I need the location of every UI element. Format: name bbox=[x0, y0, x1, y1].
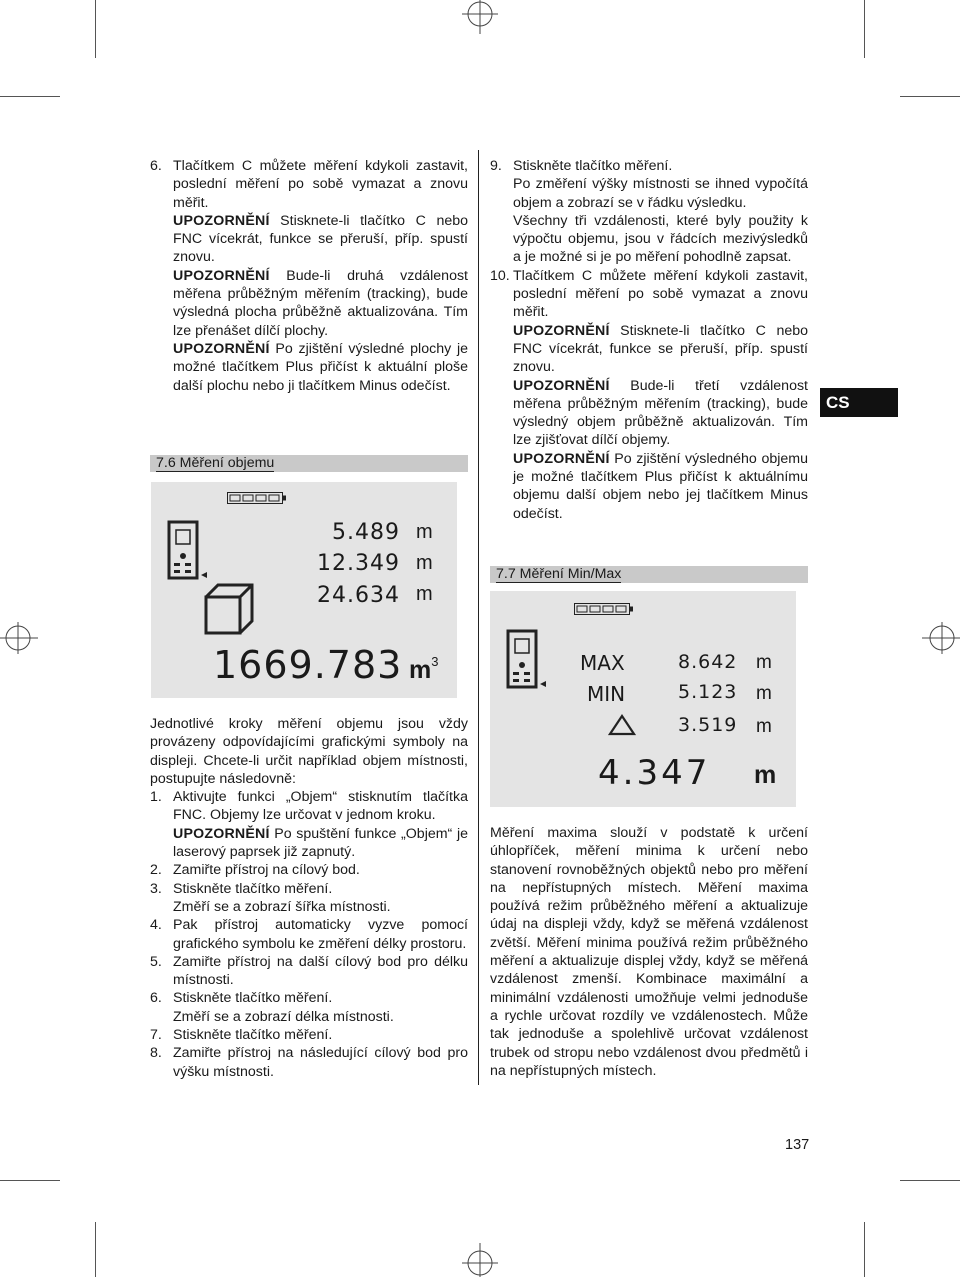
distance-unit-1: m bbox=[416, 521, 433, 543]
left-column-bottom bbox=[150, 715, 468, 1081]
section-heading-text: 7.6 Měření objemu bbox=[156, 455, 275, 471]
note-paragraph bbox=[513, 377, 808, 450]
note-text: Stisknete-li tlačítko C nebo FNC vícekrát, funkce se přeruší, příp. spustí znovu. bbox=[173, 212, 468, 266]
battery-icon bbox=[227, 492, 287, 504]
left-column-top bbox=[150, 157, 468, 395]
list-item bbox=[490, 267, 808, 322]
min-value: 5.123 bbox=[678, 681, 738, 703]
item-number: 10. bbox=[490, 267, 510, 284]
item-text: Pak přístroj automaticky vyzve pomocí grafického symbolu ke změření délky prostoru. bbox=[173, 917, 468, 952]
device-icon bbox=[506, 629, 548, 693]
list-item bbox=[150, 989, 468, 1007]
distance-value-1: 5.489 bbox=[332, 520, 400, 545]
section-heading bbox=[150, 455, 468, 472]
note-item bbox=[490, 322, 808, 377]
note-paragraph bbox=[173, 825, 468, 862]
list-item bbox=[150, 1044, 468, 1081]
note-text: Bude-li druhá vzdálenost měřena průběžným měřením (tracking), bude výsledná plocha průběžně aktualizována. Tím lze přenášet dílčí plochy. bbox=[173, 267, 468, 339]
item-text: Zamiřte přístroj na další cílový bod pro délku místnosti. bbox=[173, 953, 468, 989]
minmax-result-unit: m bbox=[754, 761, 777, 789]
crop-mark bbox=[95, 0, 96, 58]
device-icon bbox=[167, 520, 209, 584]
crop-mark bbox=[900, 96, 960, 97]
note-item bbox=[490, 450, 808, 523]
item-number: 9. bbox=[490, 158, 502, 174]
item-text: Zamiřte přístroj na cílový bod. bbox=[173, 862, 360, 879]
item-text: Aktivujte funkci „Objem“ stisknutím tlačítka FNC. Objemy lze určovat v jednom kroku. bbox=[173, 789, 468, 824]
column-divider bbox=[478, 150, 479, 1085]
list-item bbox=[150, 1026, 468, 1044]
note-item bbox=[150, 212, 468, 267]
note-paragraph bbox=[173, 340, 468, 395]
item-number: 8. bbox=[150, 1045, 162, 1062]
registration-mark-icon bbox=[0, 618, 40, 658]
crop-mark bbox=[900, 1180, 960, 1181]
distance-value-2: 12.349 bbox=[317, 551, 400, 576]
note-label: UPOZORNĚNÍ bbox=[173, 825, 270, 842]
item-number: 2. bbox=[150, 862, 162, 879]
battery-icon bbox=[574, 603, 634, 615]
max-value: 8.642 bbox=[678, 651, 738, 673]
list-item bbox=[150, 898, 468, 916]
distance-unit-3: m bbox=[416, 583, 433, 605]
item-text: Všechny tři vzdálenosti, které byly použity k výpočtu objemu, jsou v řádcích mezivýsledků a je možné si je po měření pohodlně zapsat. bbox=[513, 212, 808, 266]
note-paragraph bbox=[513, 322, 808, 377]
list-item bbox=[150, 953, 468, 990]
delta-unit: m bbox=[756, 716, 772, 737]
note-text: Po zjištění výsledné plochy je možné tlačítkem Plus přičíst k aktuální ploše další plochu nebo ji tlačítkem Minus odečíst. bbox=[173, 340, 468, 394]
right-column-top bbox=[490, 157, 808, 523]
volume-display bbox=[151, 482, 457, 698]
delta-icon bbox=[608, 714, 636, 736]
list-item bbox=[150, 880, 468, 898]
minmax-paragraph: Měření maxima slouží v podstatě k určení úhlopříček, měření minima k určení nebo stanovení rovnoběžných objektů nebo pro měření na nepřístupných místech. Měření maxima používá režim průběžného měření a aktualizuje údaj na displeji vždy, když se měřená vzdálenost zvětší. Měření minima používá režim průběžného měření a aktualizuje displej vždy, když se měřená vzdálenost zmenší. Kombinace maximální a minimální vzdálenosti umožňuje velmi jednoduše a rychle určovat rozdíly ve vzdálenostech. Může tak jednoduše a spolehlivě určovat vzdálenost trubek od stropu nebo vzdálenost dvou předmětů i na nepřístupných místech. bbox=[490, 825, 808, 1079]
min-unit: m bbox=[756, 683, 772, 704]
registration-mark-icon bbox=[920, 618, 960, 658]
distance-value-3: 24.634 bbox=[317, 583, 400, 608]
note-text: Po spuštění funkce „Objem“ je laserový paprsek již zapnutý. bbox=[173, 825, 468, 861]
delta-value: 3.519 bbox=[678, 714, 738, 736]
list-item bbox=[490, 212, 808, 267]
result-unit-exponent: 3 bbox=[431, 654, 439, 669]
list-item bbox=[150, 157, 468, 212]
list-item bbox=[150, 1008, 468, 1026]
note-label: UPOZORNĚNÍ bbox=[173, 212, 270, 229]
crop-mark bbox=[0, 96, 60, 97]
item-text: Stiskněte tlačítko měření. bbox=[173, 1027, 333, 1044]
max-label: MAX bbox=[580, 651, 625, 675]
note-text: Stisknete-li tlačítko C nebo FNC vícekrát, funkce se přeruší, příp. spustí znovu. bbox=[513, 322, 808, 376]
minmax-result: 4.347 bbox=[598, 753, 711, 793]
item-number: 1. bbox=[150, 789, 162, 806]
note-label: UPOZORNĚNÍ bbox=[173, 267, 270, 284]
crop-mark bbox=[95, 1222, 96, 1277]
item-text: Tlačítkem C můžete měření kdykoli zastavit, poslední měření po sobě vymazat a znovu měřit. bbox=[513, 267, 808, 321]
item-text: Změří se a zobrazí délka místnosti. bbox=[173, 1008, 394, 1025]
note-paragraph bbox=[513, 450, 808, 523]
list-item bbox=[490, 157, 808, 175]
intro-paragraph: Jednotlivé kroky měření objemu jsou vždy provázeny odpovídajícími grafickými symboly na displeji. Chcete-li určit například objem místnosti, postupujte následovně: bbox=[150, 716, 468, 787]
item-text: Stiskněte tlačítko měření. bbox=[173, 990, 333, 1007]
note-label: UPOZORNĚNÍ bbox=[513, 450, 610, 467]
item-number: 5. bbox=[150, 953, 162, 970]
item-text: Změří se a zobrazí šířka místnosti. bbox=[173, 898, 391, 915]
volume-result-unit bbox=[409, 654, 438, 685]
right-column-bottom bbox=[490, 824, 808, 1080]
item-number: 3. bbox=[150, 880, 162, 897]
result-unit: m bbox=[409, 656, 432, 684]
list-item bbox=[150, 916, 468, 953]
distance-unit-2: m bbox=[416, 552, 433, 574]
note-text: Bude-li třetí vzdálenost měřena průběžným měřením (tracking), bude výsledný objem průběžně aktualizován. Tím lze zjišťovat dílčí objemy. bbox=[513, 377, 808, 449]
item-text: Tlačítkem C můžete měření kdykoli zastavit, poslední měření po sobě vymazat a znovu měřit. bbox=[173, 158, 468, 211]
item-number: 4. bbox=[150, 917, 162, 934]
section-heading-text: 7.7 Měření Min/Max bbox=[496, 566, 622, 582]
crop-mark bbox=[864, 0, 865, 58]
item-number: 6. bbox=[150, 990, 162, 1007]
note-item bbox=[490, 377, 808, 450]
item-text: Stiskněte tlačítko měření. bbox=[513, 158, 673, 174]
list-item bbox=[150, 861, 468, 879]
minmax-display bbox=[490, 591, 796, 807]
note-item bbox=[150, 340, 468, 395]
item-text: Stiskněte tlačítko měření. bbox=[173, 880, 333, 897]
crop-mark bbox=[864, 1222, 865, 1277]
note-label: UPOZORNĚNÍ bbox=[513, 377, 610, 394]
note-paragraph bbox=[173, 212, 468, 267]
item-number: 7. bbox=[150, 1027, 162, 1044]
language-tab: CS bbox=[820, 388, 898, 417]
max-unit: m bbox=[756, 652, 772, 673]
volume-result: 1669.783 bbox=[213, 643, 403, 687]
note-text: Po zjištění výsledného objemu je možné tlačítkem Plus přičíst k aktuálnímu objemu další objem nebo jej tlačítkem Minus odečíst. bbox=[513, 450, 808, 522]
min-label: MIN bbox=[587, 682, 626, 706]
note-label: UPOZORNĚNÍ bbox=[173, 340, 270, 357]
note-paragraph bbox=[173, 267, 468, 340]
list-item bbox=[150, 788, 468, 825]
note-label: UPOZORNĚNÍ bbox=[513, 322, 610, 339]
page-number: 137 bbox=[785, 1137, 810, 1153]
item-number: 6. bbox=[150, 158, 162, 174]
cube-icon bbox=[203, 582, 255, 636]
section-heading bbox=[490, 566, 808, 583]
registration-mark-icon bbox=[460, 0, 500, 34]
registration-mark-icon bbox=[460, 1243, 500, 1277]
list-item bbox=[490, 175, 808, 212]
item-text: Zamiřte přístroj na následující cílový bod pro výšku místnosti. bbox=[173, 1045, 468, 1080]
item-text: Po změření výšky místnosti se ihned vypočítá objem a zobrazí se v řádku výsledku. bbox=[513, 176, 808, 211]
note-item bbox=[150, 825, 468, 862]
note-item bbox=[150, 267, 468, 340]
crop-mark bbox=[0, 1180, 60, 1181]
